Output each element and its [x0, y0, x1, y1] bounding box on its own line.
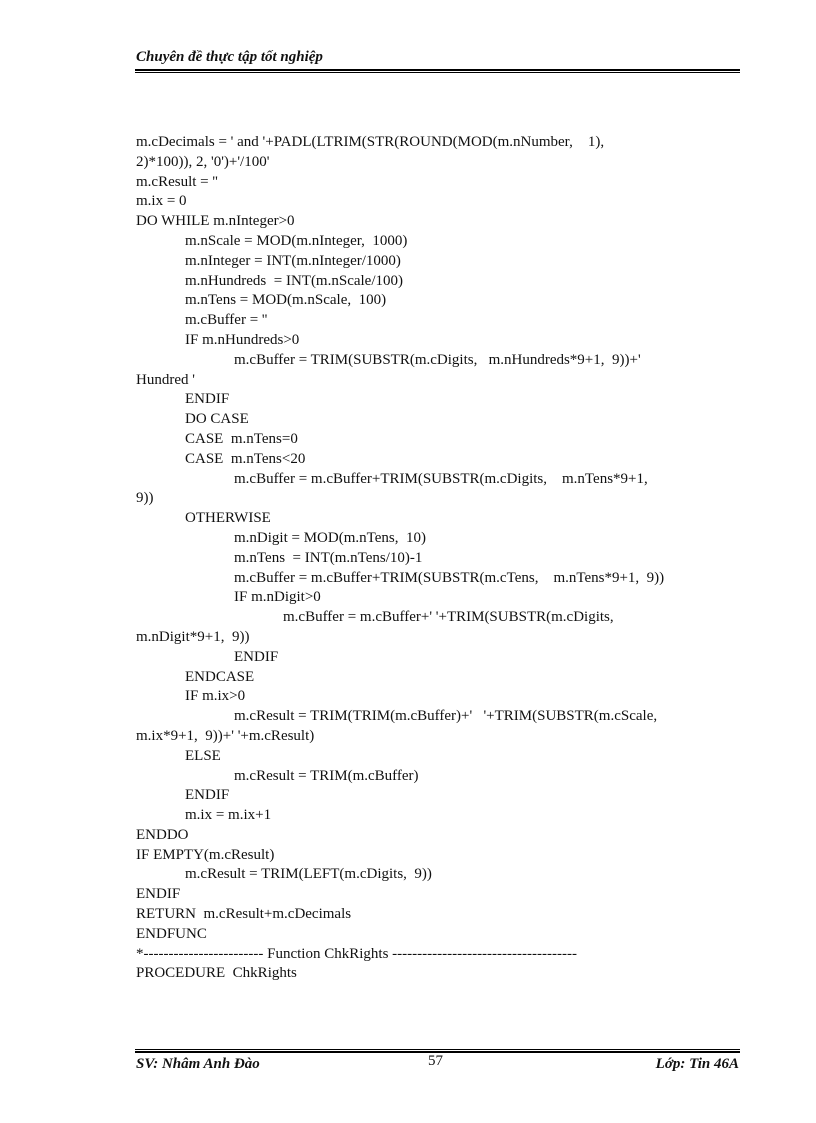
code-line: ENDIF — [234, 648, 279, 665]
footer-page-number: 57 — [428, 1053, 443, 1069]
code-line: Hundred ' — [136, 371, 195, 388]
footer-rule-thin — [135, 1049, 740, 1050]
code-line: m.cResult = TRIM(m.cBuffer) — [234, 767, 419, 784]
code-line: m.cBuffer = TRIM(SUBSTR(m.cDigits, m.nHundreds*9+1, 9))+' — [234, 351, 641, 368]
code-line: CASE m.nTens=0 — [185, 430, 298, 447]
code-line: m.nTens = MOD(m.nScale, 100) — [185, 292, 387, 309]
code-line: PROCEDURE ChkRights — [136, 965, 297, 982]
code-line: m.ix = 0 — [136, 193, 187, 210]
code-line: 9)) — [136, 490, 154, 507]
code-line: RETURN m.cResult+m.cDecimals — [136, 906, 352, 923]
code-line: *------------------------ Function ChkRights ------------------------------------- — [136, 945, 577, 962]
code-line: m.nDigit*9+1, 9)) — [136, 628, 250, 645]
code-line: ENDIF — [185, 391, 230, 408]
code-line: m.cResult = '' — [136, 173, 218, 190]
code-line: ENDIF — [136, 886, 181, 903]
code-line: DO CASE — [185, 411, 249, 428]
code-line: m.nHundreds = INT(m.nScale/100) — [185, 272, 403, 289]
code-line: m.ix = m.ix+1 — [185, 807, 272, 824]
code-line: IF m.nHundreds>0 — [185, 331, 300, 348]
code-line: ENDFUNC — [136, 925, 207, 942]
header-rule — [135, 69, 740, 71]
page-header-title: Chuyên đề thực tập tốt nghiệp — [136, 49, 323, 65]
footer-student-name: SV: Nhâm Anh Đào — [136, 1056, 260, 1072]
code-line: CASE m.nTens<20 — [185, 450, 306, 467]
code-listing — [136, 133, 740, 984]
code-line: m.nInteger = INT(m.nInteger/1000) — [185, 252, 401, 269]
code-line: ENDCASE — [185, 668, 255, 685]
code-line: m.cBuffer = m.cBuffer+TRIM(SUBSTR(m.cTens, m.nTens*9+1, 9)) — [234, 569, 665, 586]
code-line: IF m.ix>0 — [185, 688, 246, 705]
code-line: DO WHILE m.nInteger>0 — [136, 213, 295, 230]
footer-class: Lớp: Tin 46A — [655, 1056, 739, 1072]
code-line: ENDIF — [185, 787, 230, 804]
code-line: m.cResult = TRIM(LEFT(m.cDigits, 9)) — [185, 866, 432, 883]
code-line: m.cResult = TRIM(TRIM(m.cBuffer)+' '+TRIM(SUBSTR(m.cScale, — [234, 708, 658, 725]
code-line: m.cBuffer = m.cBuffer+TRIM(SUBSTR(m.cDigits, m.nTens*9+1, — [234, 470, 648, 487]
code-line: m.cBuffer = m.cBuffer+' '+TRIM(SUBSTR(m.cDigits, — [283, 609, 614, 626]
code-line: OTHERWISE — [185, 510, 271, 527]
code-line: ELSE — [185, 747, 221, 764]
code-line: m.cDecimals = ' and '+PADL(LTRIM(STR(ROUND(MOD(m.nNumber, 1), — [136, 134, 605, 150]
code-line: 2)*100)), 2, '0')+'/100' — [136, 153, 270, 170]
code-line: m.nTens = INT(m.nTens/10)-1 — [234, 549, 423, 566]
code-line: m.nDigit = MOD(m.nTens, 10) — [234, 529, 426, 546]
header-rule-thin — [135, 72, 740, 73]
code-line: m.ix*9+1, 9))+' '+m.cResult) — [136, 727, 315, 744]
code-line: IF m.nDigit>0 — [234, 589, 321, 606]
code-line: m.nScale = MOD(m.nInteger, 1000) — [185, 232, 408, 249]
code-line: m.cBuffer = '' — [185, 312, 268, 329]
code-line: IF EMPTY(m.cResult) — [136, 846, 275, 863]
code-line: ENDDO — [136, 826, 189, 843]
